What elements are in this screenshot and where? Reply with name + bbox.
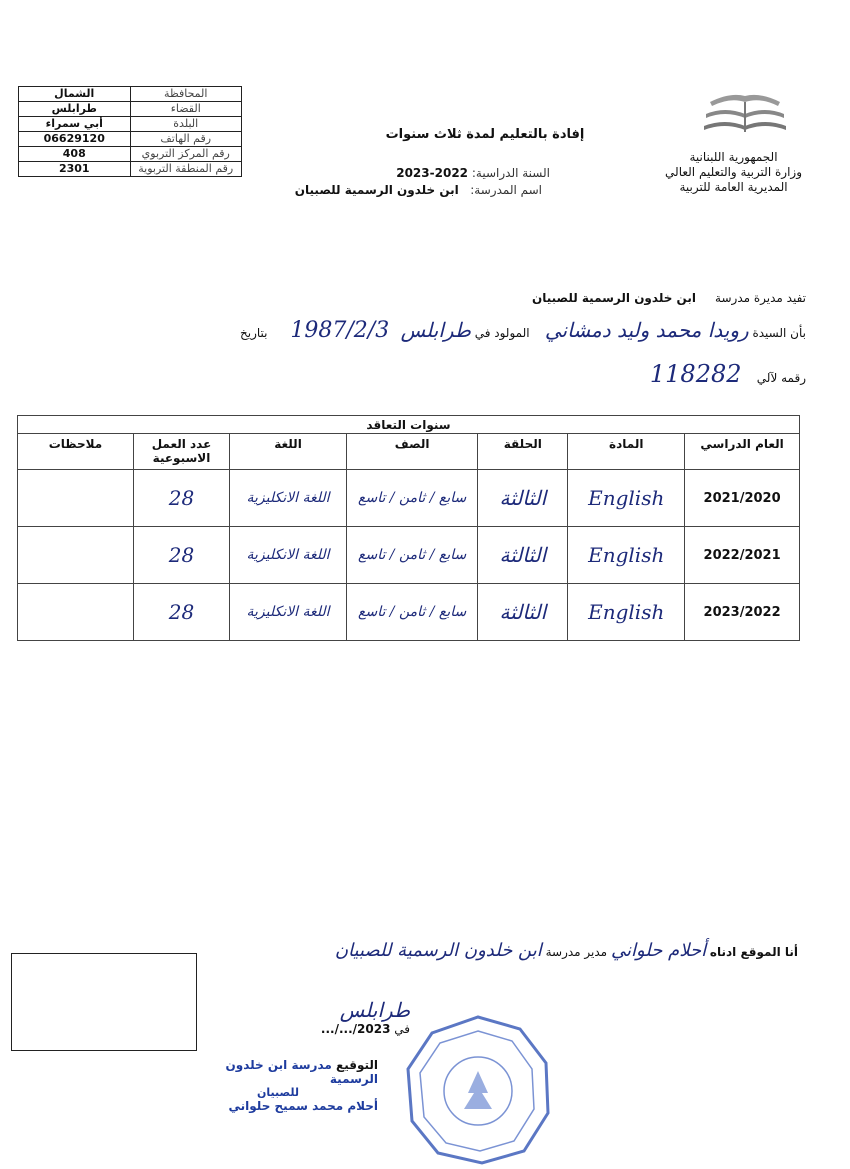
header-line3: المديرية العامة للتربية: [679, 180, 788, 194]
cell-subject: English: [568, 527, 685, 584]
table-header-cell: الصف: [346, 434, 477, 470]
sig-school-text: مدرسة ابن خلدون الرسمية: [225, 1058, 378, 1086]
lady-label: بأن السيدة: [752, 326, 806, 340]
info-row: [19, 147, 242, 162]
school-label: اسم المدرسة:: [470, 183, 542, 197]
info-value: 06629120: [19, 132, 131, 147]
intro-line: [532, 291, 806, 305]
header-line1: الجمهورية اللبنانية: [689, 150, 778, 164]
table-row: [18, 584, 800, 641]
school-value: ابن خلدون الرسمية للصبيان: [294, 183, 459, 197]
cell-notes: [18, 584, 134, 641]
info-row: [19, 162, 242, 177]
signature-label: التوقيع: [336, 1058, 378, 1072]
info-row: [19, 132, 242, 147]
lady-line: [106, 318, 806, 348]
info-label: البلدة: [130, 117, 242, 132]
info-label: القضاء: [130, 102, 242, 117]
info-label: رقم الهاتف: [130, 132, 242, 147]
number-value: 118282: [649, 360, 742, 388]
cell-grade: سابع / ثامن / تاسع: [346, 527, 477, 584]
official-stamp-icon: [402, 1013, 554, 1167]
signature-block: [178, 1058, 378, 1113]
date-label: بتاريخ: [240, 326, 268, 340]
place-value: طرابلس: [339, 998, 410, 1022]
table-header-cell: المادة: [568, 434, 685, 470]
info-value: الشمال: [19, 87, 131, 102]
year-value: 2022-2023: [396, 166, 469, 180]
table-caption: سنوات التعاقد: [18, 416, 800, 434]
info-row: [19, 102, 242, 117]
signature-school2: للصبيان: [257, 1086, 299, 1099]
cell-year: 2021/2020: [685, 470, 800, 527]
page-title: إفادة بالتعليم لمدة ثلاث سنوات: [385, 127, 585, 142]
intro-label: تفيد مديرة مدرسة: [715, 291, 806, 305]
lady-name: رويدا محمد وليد دمشاني: [544, 318, 749, 342]
director-label: مدير مدرسة: [545, 945, 608, 959]
info-label: رقم المركز التربوي: [130, 147, 242, 162]
table-header-row: [18, 434, 800, 470]
info-row: [19, 87, 242, 102]
school-info-table: [18, 86, 242, 177]
cell-notes: [18, 527, 134, 584]
table-header-cell: اللغة: [230, 434, 347, 470]
info-value: 2301: [19, 162, 131, 177]
cell-grade: سابع / ثامن / تاسع: [346, 470, 477, 527]
cell-year: 2023/2022: [685, 584, 800, 641]
table-row: [18, 470, 800, 527]
signature-school: [178, 1058, 378, 1086]
year-label: السنة الدراسية:: [471, 166, 550, 180]
cell-cycle: الثالثة: [478, 470, 568, 527]
cell-hours: 28: [133, 584, 229, 641]
info-value: أبي سمراء: [19, 117, 131, 132]
cell-subject: English: [568, 584, 685, 641]
signed-line: [198, 940, 798, 961]
signature-name: أحلام محمد سميح حلواني: [228, 1099, 378, 1113]
header-line2: وزارة التربية والتعليم العالي: [665, 165, 802, 179]
year-line: [396, 166, 550, 180]
number-line: [650, 360, 806, 388]
date-value: 2023/.../...: [320, 1022, 391, 1036]
table-header-cell: عدد العمل الاسبوعية: [133, 434, 229, 470]
place-date-line: [210, 998, 410, 1036]
cell-grade: سابع / ثامن / تاسع: [346, 584, 477, 641]
table-row: [18, 527, 800, 584]
table-header-cell: الحلقة: [478, 434, 568, 470]
cell-cycle: الثالثة: [478, 527, 568, 584]
number-label: رقمه لآلي: [756, 371, 806, 385]
info-value: طرابلس: [19, 102, 131, 117]
cell-cycle: الثالثة: [478, 584, 568, 641]
cell-language: اللغة الانكليزية: [230, 527, 347, 584]
born-label: المولود في: [474, 326, 530, 340]
info-label: المحافظة: [130, 87, 242, 102]
intro-school: ابن خلدون الرسمية للصبيان: [531, 291, 696, 305]
info-label: رقم المنطقة التربوية: [130, 162, 242, 177]
school-line: [295, 183, 542, 197]
born-date: 1987/2/3: [290, 318, 390, 343]
ministry-header: [665, 150, 802, 195]
signed-name: أحلام حلواني: [610, 940, 707, 961]
cell-language: اللغة الانكليزية: [230, 470, 347, 527]
cell-hours: 28: [133, 527, 229, 584]
empty-box: [11, 953, 197, 1051]
table-header-cell: العام الدراسي: [685, 434, 800, 470]
director-school: ابن خلدون الرسمية للصبيان: [334, 940, 542, 961]
cell-language: اللغة الانكليزية: [230, 584, 347, 641]
info-row: [19, 117, 242, 132]
date-label-footer: في: [394, 1022, 410, 1036]
info-value: 408: [19, 147, 131, 162]
cell-subject: English: [568, 470, 685, 527]
ministry-logo-icon: [700, 92, 790, 142]
contract-years-table: [17, 415, 800, 641]
cell-notes: [18, 470, 134, 527]
table-header-cell: ملاحظات: [18, 434, 134, 470]
born-place: طرابلس: [400, 318, 471, 342]
cell-year: 2022/2021: [685, 527, 800, 584]
cell-hours: 28: [133, 470, 229, 527]
signed-label: أنا الموقع ادناه: [709, 945, 798, 959]
